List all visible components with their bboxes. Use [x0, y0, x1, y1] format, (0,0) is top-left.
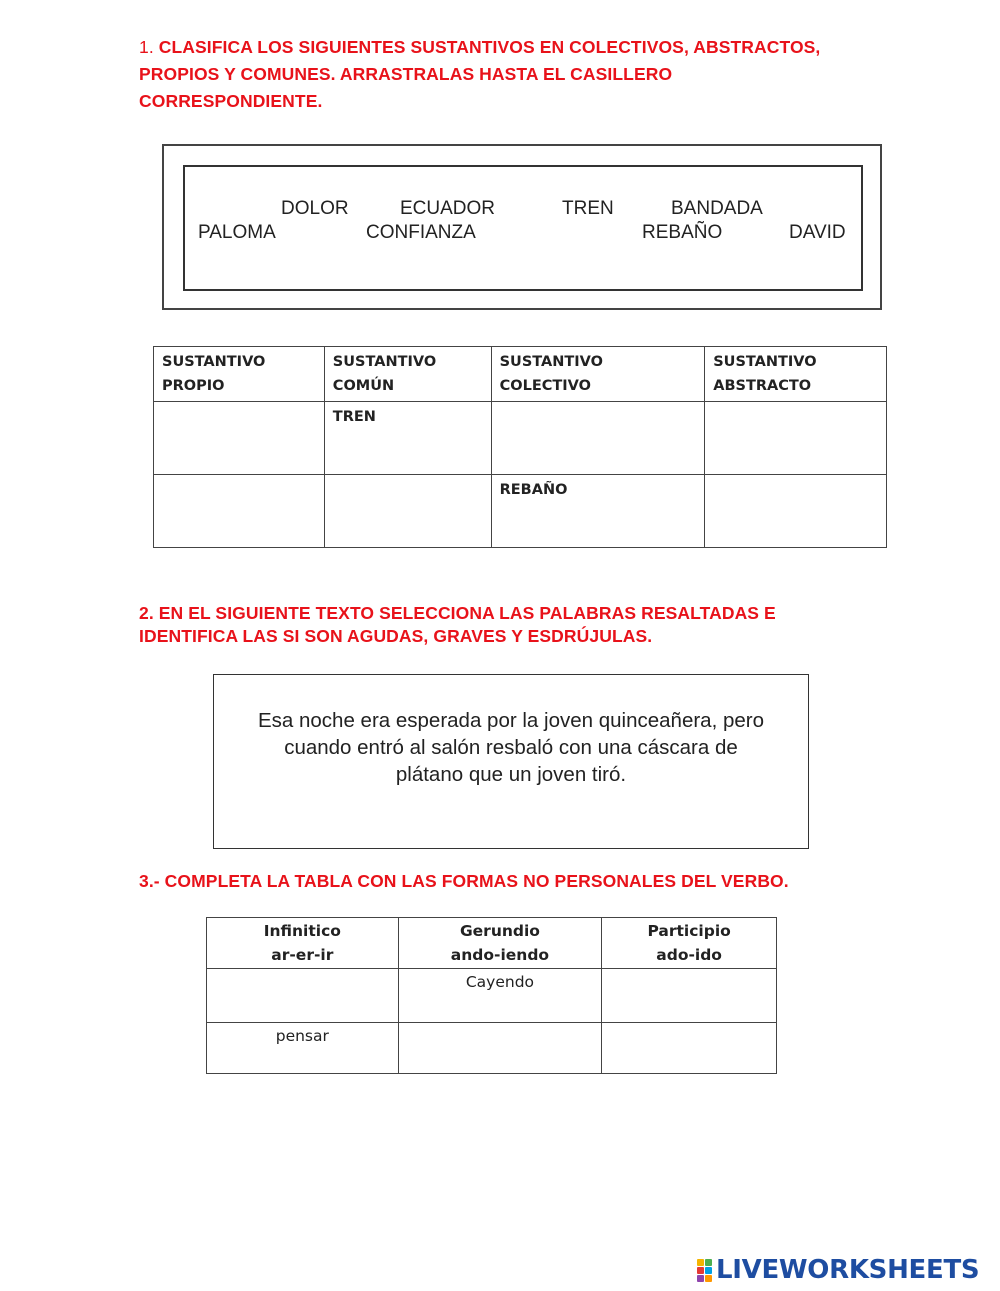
word-bank: [183, 165, 863, 291]
drop-cell[interactable]: [154, 402, 325, 475]
draggable-word[interactable]: CONFIANZA: [366, 222, 476, 243]
header-colectivo: SUSTANTIVO COLECTIVO: [491, 347, 705, 402]
passage-line[interactable]: cuando entró al salón resbaló con una cáscara de: [284, 736, 738, 759]
answer-cell[interactable]: [602, 1023, 777, 1074]
drop-cell[interactable]: [491, 402, 705, 475]
question-2-line-1: 2. EN EL SIGUIENTE TEXTO SELECCIONA LAS PALABRAS RESALTADAS E: [139, 603, 776, 623]
table-row: [154, 475, 887, 548]
answer-cell[interactable]: [207, 969, 399, 1023]
passage-box: [213, 674, 809, 849]
draggable-word[interactable]: ECUADOR: [400, 198, 496, 219]
passage-line[interactable]: Esa noche era esperada por la joven quinceañera, pero: [257, 709, 764, 732]
drop-cell[interactable]: [705, 475, 887, 548]
draggable-word[interactable]: DOLOR: [281, 198, 349, 219]
drop-cell[interactable]: [705, 402, 887, 475]
draggable-word[interactable]: TREN: [562, 198, 614, 219]
table-row: [207, 969, 777, 1023]
draggable-word[interactable]: BANDADA: [671, 198, 763, 219]
drop-cell[interactable]: [154, 475, 325, 548]
question-1-line-2: PROPIOS Y COMUNES. ARRASTRALAS HASTA EL CASILLERO: [139, 64, 673, 84]
header-infinitivo: Infinitico ar-er-ir: [207, 918, 399, 969]
table-row: [154, 402, 887, 475]
question-1-line-3: CORRESPONDIENTE.: [139, 91, 323, 111]
noun-classification-table: [153, 346, 887, 548]
answer-cell[interactable]: Cayendo: [398, 969, 602, 1023]
question-2: [139, 602, 776, 648]
header-abstracto: SUSTANTIVO ABSTRACTO: [705, 347, 887, 402]
draggable-word[interactable]: DAVID: [789, 222, 846, 243]
header-gerundio: Gerundio ando-iendo: [398, 918, 602, 969]
header-comun: SUSTANTIVO COMÚN: [324, 347, 491, 402]
question-1: [139, 34, 820, 115]
answer-cell[interactable]: [398, 1023, 602, 1074]
question-1-line-1: CLASIFICA LOS SIGUIENTES SUSTANTIVOS EN COLECTIVOS, ABSTRACTOS,: [158, 37, 821, 57]
brand-name: LIVEWORKSHEETS: [716, 1255, 980, 1285]
liveworksheets-logo: [697, 1255, 979, 1285]
question-3: 3.- COMPLETA LA TABLA CON LAS FORMAS NO PERSONALES DEL VERBO.: [139, 871, 789, 891]
header-propio: SUSTANTIVO PROPIO: [154, 347, 325, 402]
drop-cell[interactable]: TREN: [324, 402, 491, 475]
passage-line[interactable]: plátano que un joven tiró.: [395, 763, 627, 786]
question-1-number: 1.: [139, 37, 154, 57]
draggable-word[interactable]: PALOMA: [198, 222, 276, 243]
table-header-row: [207, 918, 777, 969]
table-header-row: [154, 347, 887, 402]
question-2-line-2: IDENTIFICA LAS SI SON AGUDAS, GRAVES Y ESDRÚJULAS.: [139, 626, 653, 646]
verb-forms-table: [206, 917, 777, 1074]
drop-cell[interactable]: REBAÑO: [491, 475, 705, 548]
draggable-word[interactable]: REBAÑO: [642, 222, 723, 243]
answer-cell[interactable]: pensar: [207, 1023, 399, 1074]
liveworksheets-mark-icon: [697, 1259, 712, 1282]
table-row: [207, 1023, 777, 1074]
header-participio: Participio ado-ido: [602, 918, 777, 969]
answer-cell[interactable]: [602, 969, 777, 1023]
drop-cell[interactable]: [324, 475, 491, 548]
